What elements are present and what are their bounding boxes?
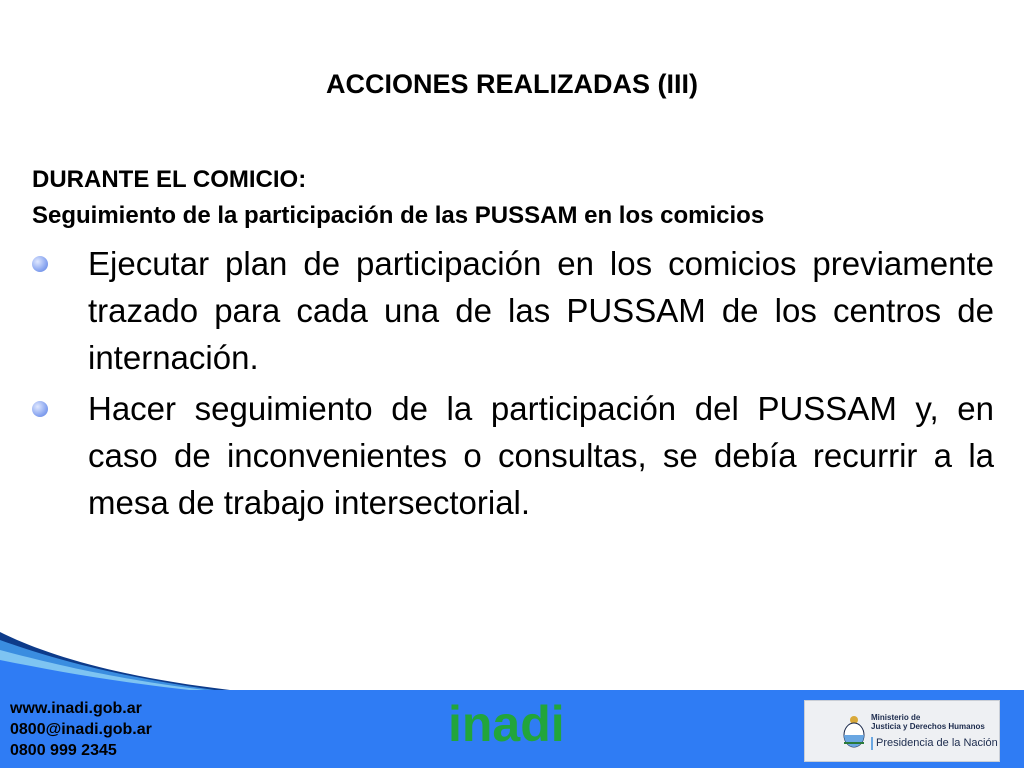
coat-of-arms-icon: [841, 715, 867, 749]
bullet-item: [32, 240, 994, 381]
subheading: Seguimiento de la participación de las PUSSAM en los comicios: [32, 202, 765, 229]
footer-bar: [0, 690, 1024, 768]
ministry-name: Ministerio de Justicia y Derechos Humanos: [871, 713, 985, 731]
footer-contact: [10, 698, 152, 761]
inadi-logo: inadi: [448, 696, 565, 752]
ministry-logo: [804, 700, 1000, 762]
slide-title: ACCIONES REALIZADAS (III): [325, 69, 698, 99]
bullet-text: Hacer seguimiento de la participación del PUSSAM y, en caso de inconvenientes o consultas, se debía recurrir a la mesa de trabajo intersectorial.: [88, 390, 994, 521]
bullet-dot-icon: [32, 401, 48, 417]
bullet-dot-icon: [32, 256, 48, 272]
presidency-name: Presidencia de la Nación: [871, 737, 998, 750]
slide-content: [32, 163, 994, 530]
website-link[interactable]: www.inadi.gob.ar: [10, 700, 142, 717]
decorative-swoosh: [0, 632, 230, 694]
phone-number: 0800 999 2345: [10, 742, 117, 759]
bullet-list: [32, 240, 994, 526]
email-link[interactable]: 0800@inadi.gob.ar: [10, 721, 152, 738]
section-heading: DURANTE EL COMICIO:: [32, 166, 307, 193]
bullet-text: Ejecutar plan de participación en los comicios previamente trazado para cada una de las PUSSAM de los centros de internación.: [88, 245, 994, 376]
bullet-item: [32, 385, 994, 526]
